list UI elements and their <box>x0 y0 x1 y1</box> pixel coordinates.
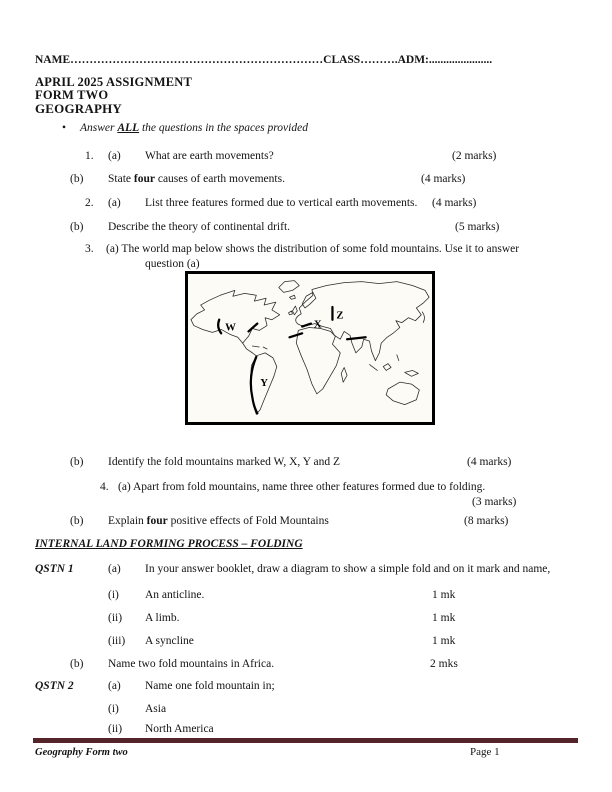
fold-mark-atlas <box>290 333 303 337</box>
footer-document-title: Geography Form two <box>35 747 128 758</box>
footer-page-number: Page 1 <box>470 746 500 758</box>
qstn1-i-num: (i) <box>108 589 119 601</box>
qstn1-iii-marks: 1 mk <box>432 635 456 647</box>
qstn1-b-text: Name two fold mountains in Africa. <box>108 658 275 670</box>
map-label-z: Z <box>336 309 344 322</box>
q2a-part: (a) <box>108 197 121 209</box>
scandinavia <box>302 292 316 308</box>
q4b-text-post: positive effects of Fold Mountains <box>167 515 329 527</box>
q3b-text: Identify the fold mountains marked W, X, Y and Z <box>108 456 340 468</box>
q2b-text: Describe the theory of continental drift. <box>108 221 291 233</box>
world-map-figure <box>185 271 435 425</box>
q3a-number: 3. <box>85 243 94 255</box>
q2a-number: 2. <box>85 197 94 209</box>
q2b-part: (b) <box>70 221 84 233</box>
q1a-marks: (2 marks) <box>452 150 497 162</box>
island-philippines <box>397 355 399 361</box>
q4b-marks: (8 marks) <box>464 515 509 527</box>
qstn1-iii-text: A syncline <box>145 635 194 647</box>
continent-greenland <box>279 281 299 293</box>
instruction-suffix: the questions in the spaces provided <box>139 122 308 134</box>
qstn1-ii-marks: 1 mk <box>432 612 456 624</box>
island-new-guinea <box>405 370 419 376</box>
qstn1-b-marks: 2 mks <box>430 658 458 670</box>
qstn2-label: QSTN 2 <box>35 680 74 692</box>
island-britain <box>292 306 297 315</box>
q4a-marks: (3 marks) <box>472 496 517 508</box>
fold-mark-alps <box>302 324 311 327</box>
central-america <box>243 343 257 356</box>
qstn2-ii-text: North America <box>145 723 214 735</box>
fold-mark-rockies <box>218 320 221 334</box>
q3a-text-line1: (a) The world map below shows the distribution of some fold mountains. Use it to answer <box>106 243 520 255</box>
q2b-marks: (5 marks) <box>455 221 500 233</box>
qstn1-iii-num: (iii) <box>108 635 126 647</box>
qstn2-a-part: (a) <box>108 680 121 692</box>
assignment-title: APRIL 2025 ASSIGNMENT <box>35 75 193 89</box>
island-iceland <box>290 295 296 299</box>
q1b-text-post: causes of earth movements. <box>154 173 285 185</box>
qstn2-i-text: Asia <box>145 703 167 715</box>
q3b-part: (b) <box>70 456 84 468</box>
island-sumatra <box>370 365 378 371</box>
qstn1-a-part: (a) <box>108 563 121 575</box>
qstn1-ii-num: (ii) <box>108 612 123 624</box>
q1b-part: (b) <box>70 173 84 185</box>
qstn1-ii-text: A limb. <box>145 612 180 624</box>
q2a-marks: (4 marks) <box>432 197 477 209</box>
qstn1-i-text: An anticline. <box>145 589 205 601</box>
qstn2-i-num: (i) <box>108 703 119 715</box>
qstn1-b-part: (b) <box>70 658 84 670</box>
q4b-text <box>108 515 329 527</box>
q4b-text-pre: Explain <box>108 515 147 527</box>
q1b-text-bold: four <box>133 173 155 185</box>
q1b-marks: (4 marks) <box>421 173 466 185</box>
subject-title: GEOGRAPHY <box>35 101 123 116</box>
caribbean-islands <box>252 346 267 349</box>
q1b-text <box>108 173 285 185</box>
q1a-part: (a) <box>108 150 121 162</box>
island-borneo <box>383 364 391 371</box>
fold-mark-appalachians <box>249 324 258 332</box>
q4a-number: 4. <box>100 481 109 493</box>
q4b-part: (b) <box>70 515 84 527</box>
island-ireland <box>289 311 293 315</box>
instruction-line <box>80 122 308 134</box>
instruction-prefix: Answer <box>80 122 118 134</box>
q4b-text-bold: four <box>146 515 168 527</box>
q3a-text-line2: question (a) <box>145 258 200 270</box>
footer-divider-bar <box>33 738 578 743</box>
continent-australia <box>386 382 419 404</box>
qstn2-a-text: Name one fold mountain in; <box>145 680 275 692</box>
q3b-marks: (4 marks) <box>467 456 512 468</box>
q4a-text: (a) Apart from fold mountains, name three other features formed due to folding. <box>118 481 486 493</box>
qstn1-i-marks: 1 mk <box>432 589 456 601</box>
qstn2-ii-num: (ii) <box>108 723 123 735</box>
map-label-y: Y <box>260 377 268 390</box>
continent-north-america <box>191 290 280 343</box>
bullet-icon: • <box>62 122 67 134</box>
map-label-w: W <box>225 321 236 334</box>
world-map <box>188 274 432 422</box>
island-japan <box>422 312 424 323</box>
name-class-adm-line: NAME…………………………………………………………CLASS……….ADM:...................... <box>35 54 493 66</box>
qstn1-label: QSTN 1 <box>35 563 74 575</box>
instruction-emphasis: ALL <box>117 122 140 134</box>
section-heading: INTERNAL LAND FORMING PROCESS – FOLDING <box>35 538 303 550</box>
q1a-number: 1. <box>85 150 94 162</box>
q1a-text: What are earth movements? <box>145 150 274 162</box>
form-title: FORM TWO <box>35 88 109 102</box>
fold-mark-himalayas <box>347 337 366 339</box>
island-madagascar <box>341 368 347 383</box>
continent-africa <box>296 328 340 394</box>
q2a-text: List three features formed due to vertical earth movements. <box>145 197 418 209</box>
q1b-text-pre: State <box>108 173 134 185</box>
qstn1-a-text: In your answer booklet, draw a diagram to show a simple fold and on it mark and name, <box>145 563 551 575</box>
map-label-x: X <box>313 318 322 331</box>
